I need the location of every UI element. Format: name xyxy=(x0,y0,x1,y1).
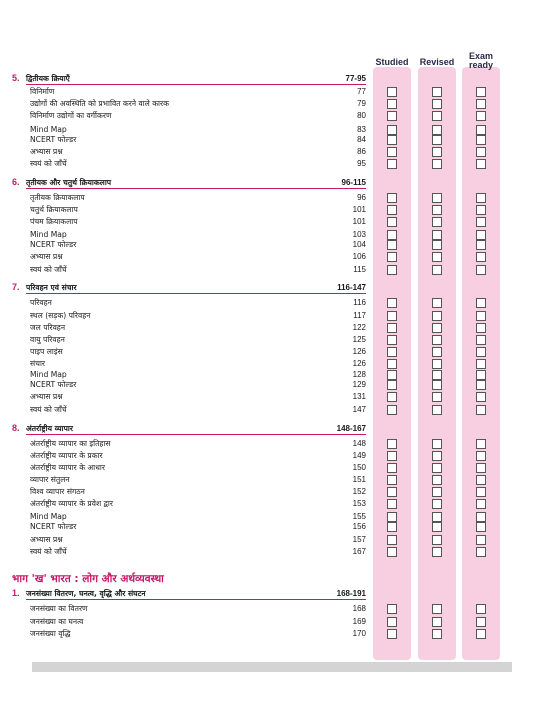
exam-ready-checkbox[interactable] xyxy=(476,265,486,275)
topic-label: पंचम क्रियाकलाप xyxy=(30,217,78,226)
page-number: 148-167 xyxy=(336,424,366,433)
page-number: 155 xyxy=(352,512,366,521)
toc-entry xyxy=(26,534,366,545)
page-number: 96 xyxy=(357,193,366,202)
toc-entry xyxy=(26,628,366,639)
topic-label: अभ्यास प्रश्न xyxy=(30,392,63,401)
studied-checkbox[interactable] xyxy=(387,392,397,402)
topic-label: विश्व व्यापार संगठन xyxy=(30,487,85,496)
revised-checkbox[interactable] xyxy=(432,147,442,157)
page-number: 168 xyxy=(352,604,366,613)
page-number: 122 xyxy=(352,323,366,332)
toc-entry xyxy=(26,474,366,485)
toc-entry xyxy=(26,521,366,532)
page-number: 79 xyxy=(357,99,366,108)
toc-entry xyxy=(26,134,366,145)
toc-entry xyxy=(26,322,366,333)
page-number: 86 xyxy=(357,147,366,156)
topic-label: अंतर्राष्ट्रीय व्यापार का इतिहास xyxy=(30,439,111,448)
heading-rule xyxy=(26,434,366,435)
revised-checkbox[interactable] xyxy=(432,512,442,522)
heading-rule xyxy=(26,293,366,294)
topic-label: वायु परिवहन xyxy=(30,335,65,344)
exam-ready-checkbox[interactable] xyxy=(476,405,486,415)
chapter-title: अंतर्राष्ट्रीय व्यापार xyxy=(26,424,74,433)
revised-checkbox[interactable] xyxy=(432,547,442,557)
topic-label: स्थल (सड़क) परिवहन xyxy=(30,311,91,320)
revised-checkbox[interactable] xyxy=(432,87,442,97)
heading-rule xyxy=(26,599,366,600)
studied-checkbox[interactable] xyxy=(387,159,397,169)
revised-checkbox[interactable] xyxy=(432,380,442,390)
exam-ready-checkbox[interactable] xyxy=(476,392,486,402)
toc-entry xyxy=(26,391,366,402)
chapter-heading xyxy=(12,282,366,293)
toc-entry xyxy=(26,158,366,169)
revised-checkbox[interactable] xyxy=(432,205,442,215)
revised-checkbox[interactable] xyxy=(432,323,442,333)
revised-checkbox[interactable] xyxy=(432,335,442,345)
heading-rule xyxy=(26,188,366,189)
revised-checkbox[interactable] xyxy=(432,252,442,262)
page-number: 149 xyxy=(352,451,366,460)
page-number: 150 xyxy=(352,463,366,472)
studied-checkbox[interactable] xyxy=(387,439,397,449)
page-number: 128 xyxy=(352,370,366,379)
exam-ready-checkbox[interactable] xyxy=(476,347,486,357)
topic-label: जनसंख्या का घनत्व xyxy=(30,617,84,626)
studied-checkbox[interactable] xyxy=(387,252,397,262)
page-number: 106 xyxy=(352,252,366,261)
exam-ready-checkbox[interactable] xyxy=(476,252,486,262)
chapter-heading xyxy=(12,423,366,434)
studied-checkbox[interactable] xyxy=(387,512,397,522)
revised-checkbox[interactable] xyxy=(432,230,442,240)
footer-bar xyxy=(32,662,512,672)
topic-label: व्यापार संतुलन xyxy=(30,475,70,484)
chapter-title: परिवहन एवं संचार xyxy=(26,283,77,292)
exam-ready-checkbox[interactable] xyxy=(476,463,486,473)
topic-label: पाइप लाइंस xyxy=(30,347,63,356)
page-number: 167 xyxy=(352,547,366,556)
chapter-number: 7. xyxy=(12,282,20,292)
topic-label: जनसंख्या वृद्धि xyxy=(30,629,71,638)
exam-ready-checkbox[interactable] xyxy=(476,451,486,461)
exam-ready-checkbox[interactable] xyxy=(476,240,486,250)
chapter-number: 6. xyxy=(12,177,20,187)
studied-checkbox[interactable] xyxy=(387,230,397,240)
page-number: 168-191 xyxy=(336,589,366,598)
topic-label: अंतर्राष्ट्रीय व्यापार के आधार xyxy=(30,463,105,472)
studied-checkbox[interactable] xyxy=(387,217,397,227)
topic-label: Mind Map xyxy=(30,230,67,239)
chapter-heading xyxy=(12,177,366,188)
topic-label: विनिर्माण उद्योगों का वर्गीकरण xyxy=(30,111,112,120)
page-number: 170 xyxy=(352,629,366,638)
chapter-number: 8. xyxy=(12,423,20,433)
revised-checkbox[interactable] xyxy=(432,265,442,275)
exam-ready-checkbox[interactable] xyxy=(476,230,486,240)
page-number: 77 xyxy=(357,87,366,96)
page-number: 152 xyxy=(352,487,366,496)
revised-checkbox[interactable] xyxy=(432,99,442,109)
studied-checkbox[interactable] xyxy=(387,359,397,369)
toc-entry xyxy=(26,310,366,321)
topic-label: स्वयं को जाँचें xyxy=(30,159,67,168)
header-revised: Revised xyxy=(419,57,455,67)
revised-checkbox[interactable] xyxy=(432,439,442,449)
revised-checkbox[interactable] xyxy=(432,359,442,369)
chapter-number: 5. xyxy=(12,73,20,83)
topic-label: Mind Map xyxy=(30,370,67,379)
chapter-heading xyxy=(12,588,366,599)
studied-checkbox[interactable] xyxy=(387,487,397,497)
topic-label: अभ्यास प्रश्न xyxy=(30,252,63,261)
topic-label: NCERT फोल्डर xyxy=(30,380,77,389)
exam-ready-checkbox[interactable] xyxy=(476,629,486,639)
exam-ready-checkbox[interactable] xyxy=(476,147,486,157)
toc-entry xyxy=(26,334,366,345)
exam-ready-checkbox[interactable] xyxy=(476,87,486,97)
topic-label: जनसंख्या का वितरण xyxy=(30,604,88,613)
chapter-heading xyxy=(12,73,366,84)
page-number: 157 xyxy=(352,535,366,544)
page-number: 153 xyxy=(352,499,366,508)
page-number: 117 xyxy=(353,311,366,320)
revised-checkbox[interactable] xyxy=(432,487,442,497)
chapter-number: 1. xyxy=(12,588,20,598)
exam-ready-checkbox[interactable] xyxy=(476,135,486,145)
topic-label: अंतर्राष्ट्रीय व्यापार के प्रकार xyxy=(30,451,103,460)
studied-checkbox[interactable] xyxy=(387,629,397,639)
header-studied: Studied xyxy=(375,57,409,67)
page-number: 129 xyxy=(352,380,366,389)
topic-label: NCERT फोल्डर xyxy=(30,522,77,531)
revised-checkbox[interactable] xyxy=(432,604,442,614)
studied-checkbox[interactable] xyxy=(387,522,397,532)
toc-entry xyxy=(26,358,366,369)
exam-ready-checkbox[interactable] xyxy=(476,359,486,369)
header-exam-ready: Exam ready xyxy=(468,51,494,70)
chapter-title: तृतीयक और चतुर्थ क्रियाकलाप xyxy=(26,178,112,187)
page-number: 104 xyxy=(352,240,366,249)
topic-label: Mind Map xyxy=(30,512,67,521)
topic-label: Mind Map xyxy=(30,125,67,134)
topic-label: स्वयं को जाँचें xyxy=(30,547,67,556)
part-title: भाग 'ख' भारत : लोग और अर्थव्यवस्था xyxy=(12,573,164,585)
exam-ready-checkbox[interactable] xyxy=(476,217,486,227)
revised-checkbox[interactable] xyxy=(432,392,442,402)
toc-entry xyxy=(26,438,366,449)
exam-ready-checkbox[interactable] xyxy=(476,311,486,321)
toc-entry xyxy=(26,450,366,461)
page-number: 148 xyxy=(352,439,366,448)
revised-checkbox[interactable] xyxy=(432,522,442,532)
toc-entry xyxy=(26,239,366,250)
studied-checkbox[interactable] xyxy=(387,323,397,333)
page-number: 83 xyxy=(357,125,366,134)
studied-checkbox[interactable] xyxy=(387,535,397,545)
toc-entry xyxy=(26,297,366,308)
toc-entry xyxy=(26,216,366,227)
toc-entry xyxy=(26,486,366,497)
exam-ready-checkbox[interactable] xyxy=(476,475,486,485)
studied-checkbox[interactable] xyxy=(387,125,397,135)
revised-checkbox[interactable] xyxy=(432,617,442,627)
studied-checkbox[interactable] xyxy=(387,193,397,203)
revised-checkbox[interactable] xyxy=(432,370,442,380)
page-number: 126 xyxy=(352,347,366,356)
studied-checkbox[interactable] xyxy=(387,451,397,461)
toc-entry xyxy=(26,616,366,627)
studied-checkbox[interactable] xyxy=(387,87,397,97)
topic-label: अभ्यास प्रश्न xyxy=(30,147,63,156)
toc-entry xyxy=(26,346,366,357)
page-number: 125 xyxy=(352,335,366,344)
exam-ready-checkbox[interactable] xyxy=(476,323,486,333)
studied-checkbox[interactable] xyxy=(387,547,397,557)
exam-ready-checkbox[interactable] xyxy=(476,535,486,545)
studied-checkbox[interactable] xyxy=(387,370,397,380)
chapter-title: द्वितीयक क्रियाएँ xyxy=(26,74,70,83)
exam-ready-checkbox[interactable] xyxy=(476,125,486,135)
toc-entry xyxy=(26,603,366,614)
studied-checkbox[interactable] xyxy=(387,147,397,157)
toc-entry xyxy=(26,146,366,157)
topic-label: अंतर्राष्ट्रीय व्यापार के प्रवेश द्वार xyxy=(30,499,113,508)
studied-checkbox[interactable] xyxy=(387,499,397,509)
exam-ready-checkbox[interactable] xyxy=(476,604,486,614)
studied-checkbox[interactable] xyxy=(387,311,397,321)
page-number: 84 xyxy=(357,135,366,144)
revised-checkbox[interactable] xyxy=(432,499,442,509)
exam-ready-checkbox[interactable] xyxy=(476,298,486,308)
studied-checkbox[interactable] xyxy=(387,405,397,415)
exam-ready-checkbox[interactable] xyxy=(476,159,486,169)
page-number: 169 xyxy=(352,617,366,626)
revised-checkbox[interactable] xyxy=(432,193,442,203)
topic-label: संचार xyxy=(30,359,46,368)
toc-entry xyxy=(26,498,366,509)
chapter-title: जनसंख्या वितरण, घनत्व, वृद्धि और संघटन xyxy=(26,589,146,598)
studied-checkbox[interactable] xyxy=(387,265,397,275)
exam-ready-checkbox[interactable] xyxy=(476,487,486,497)
revised-checkbox[interactable] xyxy=(432,240,442,250)
revised-checkbox[interactable] xyxy=(432,311,442,321)
topic-label: तृतीयक क्रियाकलाप xyxy=(30,193,85,202)
topic-label: अभ्यास प्रश्न xyxy=(30,535,63,544)
page-number: 96-115 xyxy=(341,178,366,187)
studied-checkbox[interactable] xyxy=(387,298,397,308)
revised-checkbox[interactable] xyxy=(432,629,442,639)
page-number: 126 xyxy=(352,359,366,368)
page-number: 80 xyxy=(357,111,366,120)
studied-checkbox[interactable] xyxy=(387,475,397,485)
topic-label: स्वयं को जाँचें xyxy=(30,405,67,414)
revised-checkbox[interactable] xyxy=(432,347,442,357)
topic-label: NCERT फोल्डर xyxy=(30,135,77,144)
toc-entry xyxy=(26,546,366,557)
revised-checkbox[interactable] xyxy=(432,451,442,461)
topic-label: जल परिवहन xyxy=(30,323,66,332)
exam-ready-checkbox[interactable] xyxy=(476,99,486,109)
topic-label: NCERT फोल्डर xyxy=(30,240,77,249)
studied-checkbox[interactable] xyxy=(387,205,397,215)
toc-entry xyxy=(26,251,366,262)
exam-ready-checkbox[interactable] xyxy=(476,522,486,532)
toc-entry xyxy=(26,86,366,97)
revised-checkbox[interactable] xyxy=(432,298,442,308)
revised-checkbox[interactable] xyxy=(432,111,442,121)
exam-ready-checkbox[interactable] xyxy=(476,512,486,522)
topic-label: परिवहन xyxy=(30,298,52,307)
toc-entry xyxy=(26,192,366,203)
toc-entry xyxy=(26,379,366,390)
page-number: 131 xyxy=(352,392,366,401)
toc-entry xyxy=(26,110,366,121)
studied-checkbox[interactable] xyxy=(387,335,397,345)
revised-checkbox[interactable] xyxy=(432,535,442,545)
exam-ready-checkbox[interactable] xyxy=(476,439,486,449)
page-number: 115 xyxy=(353,265,366,274)
page-number: 103 xyxy=(352,230,366,239)
topic-label: विनिर्माण xyxy=(30,87,55,96)
page-number: 101 xyxy=(352,217,366,226)
page-number: 116-147 xyxy=(337,283,366,292)
studied-checkbox[interactable] xyxy=(387,463,397,473)
toc-entry xyxy=(26,98,366,109)
heading-rule xyxy=(26,84,366,85)
exam-ready-checkbox[interactable] xyxy=(476,380,486,390)
revised-checkbox[interactable] xyxy=(432,475,442,485)
exam-ready-checkbox[interactable] xyxy=(476,370,486,380)
revised-checkbox[interactable] xyxy=(432,159,442,169)
exam-ready-checkbox[interactable] xyxy=(476,499,486,509)
toc-entry xyxy=(26,462,366,473)
studied-checkbox[interactable] xyxy=(387,240,397,250)
revised-checkbox[interactable] xyxy=(432,135,442,145)
page-number: 101 xyxy=(352,205,366,214)
toc-entry xyxy=(26,404,366,415)
studied-checkbox[interactable] xyxy=(387,617,397,627)
exam-ready-checkbox[interactable] xyxy=(476,617,486,627)
studied-checkbox[interactable] xyxy=(387,99,397,109)
exam-ready-checkbox[interactable] xyxy=(476,111,486,121)
revised-checkbox[interactable] xyxy=(432,217,442,227)
page-number: 156 xyxy=(352,522,366,531)
revised-checkbox[interactable] xyxy=(432,405,442,415)
studied-checkbox[interactable] xyxy=(387,347,397,357)
topic-label: स्वयं को जाँचें xyxy=(30,265,67,274)
exam-ready-checkbox[interactable] xyxy=(476,193,486,203)
revised-checkbox[interactable] xyxy=(432,125,442,135)
exam-ready-checkbox[interactable] xyxy=(476,205,486,215)
page-number: 77-95 xyxy=(345,74,366,83)
page-number: 116 xyxy=(353,298,366,307)
toc-entry xyxy=(26,204,366,215)
revised-checkbox[interactable] xyxy=(432,463,442,473)
studied-checkbox[interactable] xyxy=(387,111,397,121)
exam-ready-checkbox[interactable] xyxy=(476,547,486,557)
page-number: 151 xyxy=(352,475,366,484)
exam-ready-checkbox[interactable] xyxy=(476,335,486,345)
page-number: 147 xyxy=(352,405,366,414)
studied-checkbox[interactable] xyxy=(387,135,397,145)
studied-checkbox[interactable] xyxy=(387,604,397,614)
page-number: 95 xyxy=(357,159,366,168)
studied-checkbox[interactable] xyxy=(387,380,397,390)
topic-label: उद्योगों की अवस्थिति को प्रभावित करने वाले कारक xyxy=(30,99,169,108)
topic-label: चतुर्थ क्रियाकलाप xyxy=(30,205,78,214)
toc-entry xyxy=(26,264,366,275)
